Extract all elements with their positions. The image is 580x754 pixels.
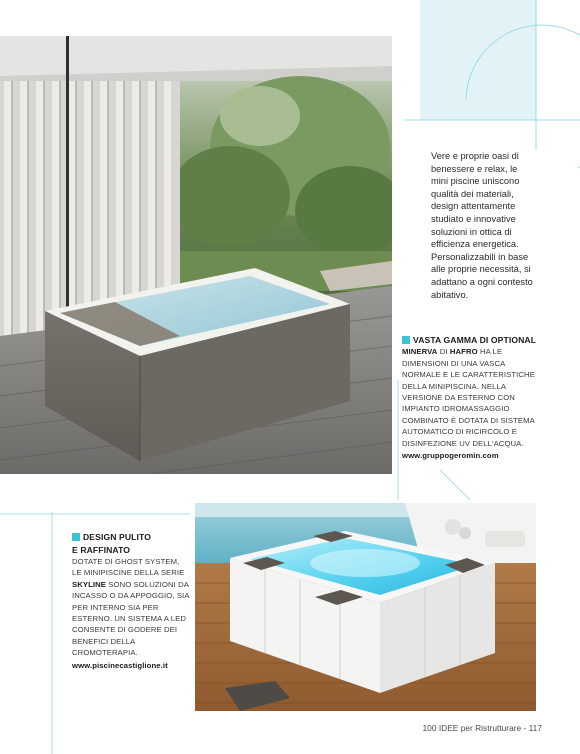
- photo-skyline-pool: [195, 503, 536, 711]
- intro-paragraph: Vere e proprie oasi di benessere e relax, le mini piscine uniscono qualità dei materiali, design attentamente studiato e innovative soluzioni in ottica di efficienza energetica. Personalizzabili in base alle proprie necessità, si adattano a ogni contesto abitativo.: [431, 151, 533, 300]
- caption-optional-body: HA LE DIMENSIONI DI UNA VASCA NORMALE E LE CARATTERISTICHE DELLA MINIPISCINA. NELLA VERSIONE DA ESTERNO CON IMPIANTO IDROMASSAGGIO COMBINATO È DOTATA DI SISTEMA AUTOMATICO DI RICIRCOLO E DISINFEZIONE UV DELL'ACQUA.: [402, 347, 535, 448]
- website-link-geromin[interactable]: www.gruppogeromin.com: [402, 451, 499, 461]
- website-link-castiglione[interactable]: www.piscinecastiglione.it: [72, 660, 168, 670]
- caption-optional-heading: VASTA GAMMA DI OPTIONAL: [402, 335, 542, 346]
- hero-photo-minerva-pool: [0, 36, 392, 474]
- cyan-square-bullet-icon: [72, 533, 80, 541]
- brand-name-hafro: HAFRO: [449, 347, 478, 357]
- caption-design: [72, 531, 190, 671]
- caption-design-body-start: DOTATE DI GHOST SYSTEM, LE MINIPISCINE DELLA SERIE: [72, 557, 185, 578]
- product-name-minerva: MINERVA: [402, 347, 438, 357]
- caption-design-heading-line2: E RAFFINATO: [72, 544, 131, 555]
- caption-design-heading: DESIGN PULITO: [72, 531, 190, 544]
- cyan-square-bullet-icon: [402, 336, 410, 344]
- caption-design-body-end: SONO SOLUZIONI DA INCASSO O DA APPOGGIO, SIA PER INTERNO SIA PER ESTERNO. UN SISTEMA A LED CONSENTE DI GODERE DEI BENEFICI DELLA CROMOTERAPIA.: [72, 579, 190, 658]
- page-folio: 100 IDEE per Ristrutturare - 117: [422, 723, 542, 733]
- caption-optional: VASTA GAMMA DI OPTIONAL MINERVA DI HAFRO HA LE DIMENSIONI DI UNA VASCA NORMALE E LE CARATTERISTICHE DELLA MINIPISCINA. NELLA VERSIONE DA ESTERNO CON IMPIANTO IDROMASSAGGIO COMBINATO È DOTATA DI SISTEMA AUTOMATICO DI RICIRCOLO E DISINFEZIONE UV DELL'ACQUA. www.gruppogeromin.com: [402, 335, 542, 461]
- series-name-skyline: SKYLINE: [72, 579, 107, 589]
